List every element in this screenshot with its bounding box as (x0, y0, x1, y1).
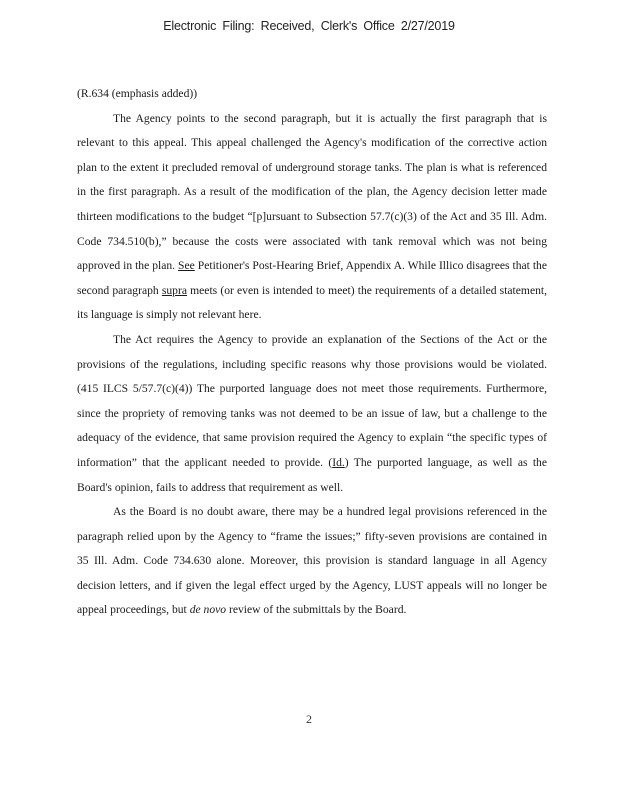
citation-line: (R.634 (emphasis added)) (77, 87, 198, 100)
paragraph-1 (77, 107, 547, 328)
paragraph-1-text: The Agency points to the second paragraph, but it is actually the first paragraph that is relevant to this appeal. This appeal challenged the Agency's modification of the corrective action plan to the extent it precluded removal of underground storage tanks. The plan is what is referenced in the first paragraph. As a result of the modification of the plan, the Agency decision letter made thirteen modifications to the budget “[p]ursuant to Subsection 57.7(c)(3) of the Act and 35 Ill. Adm. Code 734.510(b),” because the costs were associated with tank removal which was not being approved in the plan. (77, 111, 547, 273)
paragraph-2-end: ) The purported language, as well as the Board's opinion, fails to address that requirement as well. (77, 455, 547, 494)
page-number: 2 (306, 712, 312, 726)
supra-signal: supra (161, 283, 187, 297)
id-signal: Id. (332, 455, 345, 469)
paragraph-1-see-rest: Petitioner's Post-Hearing Brief, Appendix A. While Illico disagrees that the second paragraph (77, 259, 547, 297)
paragraph-3-start: As the Board is no doubt aware, there may be a hundred legal provisions referenced in the paragraph relied upon by the Agency to “frame the issues;” fifty-seven provisions are contained in 35 Ill. Adm. Code 734.630 alone. Moreover, this provision is standard language in all Agency decision letters, and if given the legal effect urged by the Agency, LUST appeals will no longer be appeal proceedings, but (77, 505, 547, 617)
see-signal: See (178, 259, 195, 273)
paragraph-3 (77, 500, 547, 623)
document-body (77, 82, 547, 623)
paragraph-1-end: meets (or even is intended to meet) the requirements of a detailed statement, its language is simply not relevant here. (77, 283, 548, 322)
filing-header: Electronic Filing: Received, Clerk's Office 2/27/2019 (163, 19, 455, 33)
paragraph-2 (77, 328, 547, 500)
paragraph-3-end: review of the submittals by the Board. (226, 603, 407, 617)
de-novo-term: de novo (189, 603, 227, 617)
paragraph-2-start: The Act requires the Agency to provide an explanation of the Sections of the Act or the provisions of the regulations, including specific reasons why those provisions would be violated. (415 ILCS 5/57.7(c)(4)) The purported language does not meet those requirements. Furthermore, since the propriety of removing tanks was not deemed to be an issue of law, but a challenge to the adequacy of the evidence, that same provision required the Agency to explain “the specific types of information” that the applicant needed to provide. ( (77, 332, 547, 469)
